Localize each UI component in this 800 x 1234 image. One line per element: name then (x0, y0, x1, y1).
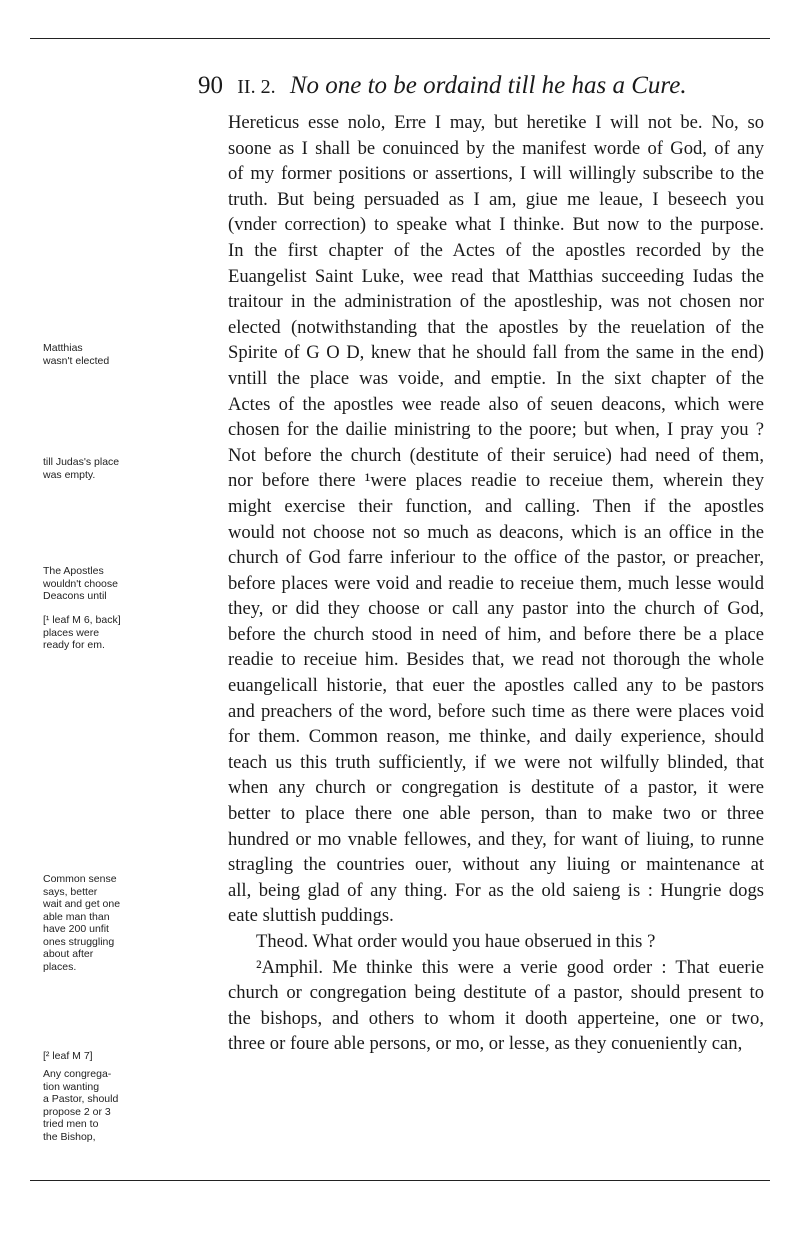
section-number: II. 2. (237, 76, 276, 98)
body-line: Spirite of G O D, knew that he should fall from the same in the end) (228, 342, 764, 364)
body-line: Euangelist Saint Luke, wee read that Matthias succeeding Iudas the (228, 265, 764, 287)
margin-note-line: tried men to (43, 1118, 99, 1130)
body-line: Actes of the apostles wee reade also of seuen deacons, which were (228, 393, 764, 415)
body-line: of my former positions or assertions, I will willingly subscribe to the (228, 163, 764, 185)
margin-note-common (43, 873, 215, 973)
margin-note-line: able man than (43, 910, 110, 923)
body-line: three or foure able persons, or mo, or lesse, as they conueniently can, (228, 1033, 743, 1055)
margin-note-line: a Pastor, should (43, 1093, 119, 1105)
margin-note-line: Matthias (43, 342, 83, 354)
body-line: truth. But being persuaded as I am, giue me leaue, I beseech you (228, 188, 764, 210)
top-rule (30, 38, 770, 39)
margin-note-line: ready for em. (43, 639, 105, 651)
body-line: readie to receiue him. Besides that, we read not thorough the whole (228, 649, 764, 671)
margin-note-judas (43, 456, 215, 481)
bottom-rule (30, 1180, 770, 1181)
body-line: Theod. What order would you haue obserued in this ? (256, 931, 656, 952)
margin-note-line: was empty. (43, 468, 96, 481)
page-header (198, 72, 687, 100)
body-line: ²Amphil. Me thinke this were a verie good order : That euerie (256, 956, 764, 978)
margin-note-line: wouldn't choose (43, 577, 118, 590)
margin-note-matthias (43, 342, 215, 367)
body-line: church or congregation being destitute of a pastor, should present to (228, 982, 764, 1004)
body-line: all, being glad of any thing. For as the old saieng is : Hungrie dogs (228, 879, 764, 901)
body-line: teach us this truth sufficiently, if we were not wilfully blinded, that (228, 751, 764, 773)
body-line: when any church or congregation is destitute of a pastor, it were (228, 777, 764, 799)
margin-note-line: Any congrega- (43, 1068, 112, 1080)
body-line: Not before the church (destitute of their seruice) had need of them, (228, 444, 764, 466)
body-line: church of God farre inferiour to the office of the pastor, or preacher, (228, 547, 764, 569)
body-line: vntill the place was voide, and emptie. In the sixt chapter of the (228, 367, 764, 389)
margin-note-line: about after (43, 948, 94, 960)
body-line: for them. Common reason, me thinke, and daily experience, should (228, 726, 764, 748)
margin-note-leaf7 (43, 1050, 215, 1063)
body-line: before the church stood in need of him, and before there be a place (228, 623, 764, 645)
body-line: the bishops, and others to whom it dooth apperteine, one or two, (228, 1007, 764, 1029)
body-line: would not choose not so much as deacons, which is an office in the (228, 521, 764, 543)
margin-note-line: tion wanting (43, 1080, 100, 1093)
margin-note-line: till Judas's place (43, 456, 120, 468)
body-line: nor before there ¹were places readie to receiue them, wherein they (228, 470, 764, 492)
body-line: stragling the countries ouer, without any liuing or maintenance at (228, 854, 764, 876)
body-line: (vnder correction) to speake what I thinke. But now to the purpose. (228, 214, 764, 236)
body-line: might exercise their function, and calling. Then if the apostles (228, 495, 764, 517)
margin-note-line: Common sense (43, 873, 117, 885)
margin-note-line: wait and get one (43, 898, 121, 910)
margin-note-line: places were (43, 626, 100, 639)
body-line: chosen for the dailie ministring to the poore; but when, I pray you ? (228, 419, 764, 441)
margin-note-line: [² leaf M 7] (43, 1050, 93, 1062)
body-line: they, or did they choose or call any pastor into the church of God, (228, 598, 764, 620)
body-line: euangelicall historie, that euer the apostles called any to be pastors (228, 675, 764, 697)
body-line: before places were void and readie to receiue them, much lesse would (228, 572, 764, 594)
body-line: soone as I shall be conuinced by the manifest worde of God, of any (228, 137, 764, 159)
body-line: In the first chapter of the Actes of the apostles recorded by the (228, 239, 764, 261)
body-line: traitour in the administration of the apostleship, was not chosen nor (228, 291, 764, 313)
margin-note-apostles (43, 565, 215, 603)
body-line: better to place there one able person, than to make two or three (228, 803, 764, 825)
margin-note-line: The Apostles (43, 565, 104, 577)
page-number: 90 (198, 72, 223, 99)
margin-note-line: the Bishop, (43, 1130, 96, 1143)
margin-note-line: places. (43, 960, 77, 973)
body-line: elected (notwithstanding that the apostles by the reuelation of the (228, 316, 764, 338)
running-title: No one to be ordaind till he has a Cure. (289, 72, 687, 99)
margin-note-line: says, better (43, 885, 98, 898)
body-line: hundred or mo vnable fellowes, and they, for want of liuing, to runne (228, 828, 764, 850)
body-line: eate sluttish puddings. (228, 905, 394, 927)
margin-note-congregation (43, 1068, 215, 1143)
margin-note-line: ones struggling (43, 935, 115, 948)
body-line: and preachers of the word, before such time as there were places void (228, 700, 764, 722)
margin-note-line: Deacons until (43, 590, 107, 602)
margin-note-line: wasn't elected (43, 354, 110, 367)
body-line: Hereticus esse nolo, Erre I may, but heretike I will not be. No, so (228, 112, 764, 133)
margin-note-line: [¹ leaf M 6, back] (43, 614, 121, 626)
margin-note-line: have 200 unfit (43, 923, 109, 935)
margin-note-leaf6 (43, 614, 215, 652)
margin-note-line: propose 2 or 3 (43, 1105, 111, 1118)
body-text (228, 110, 764, 1057)
